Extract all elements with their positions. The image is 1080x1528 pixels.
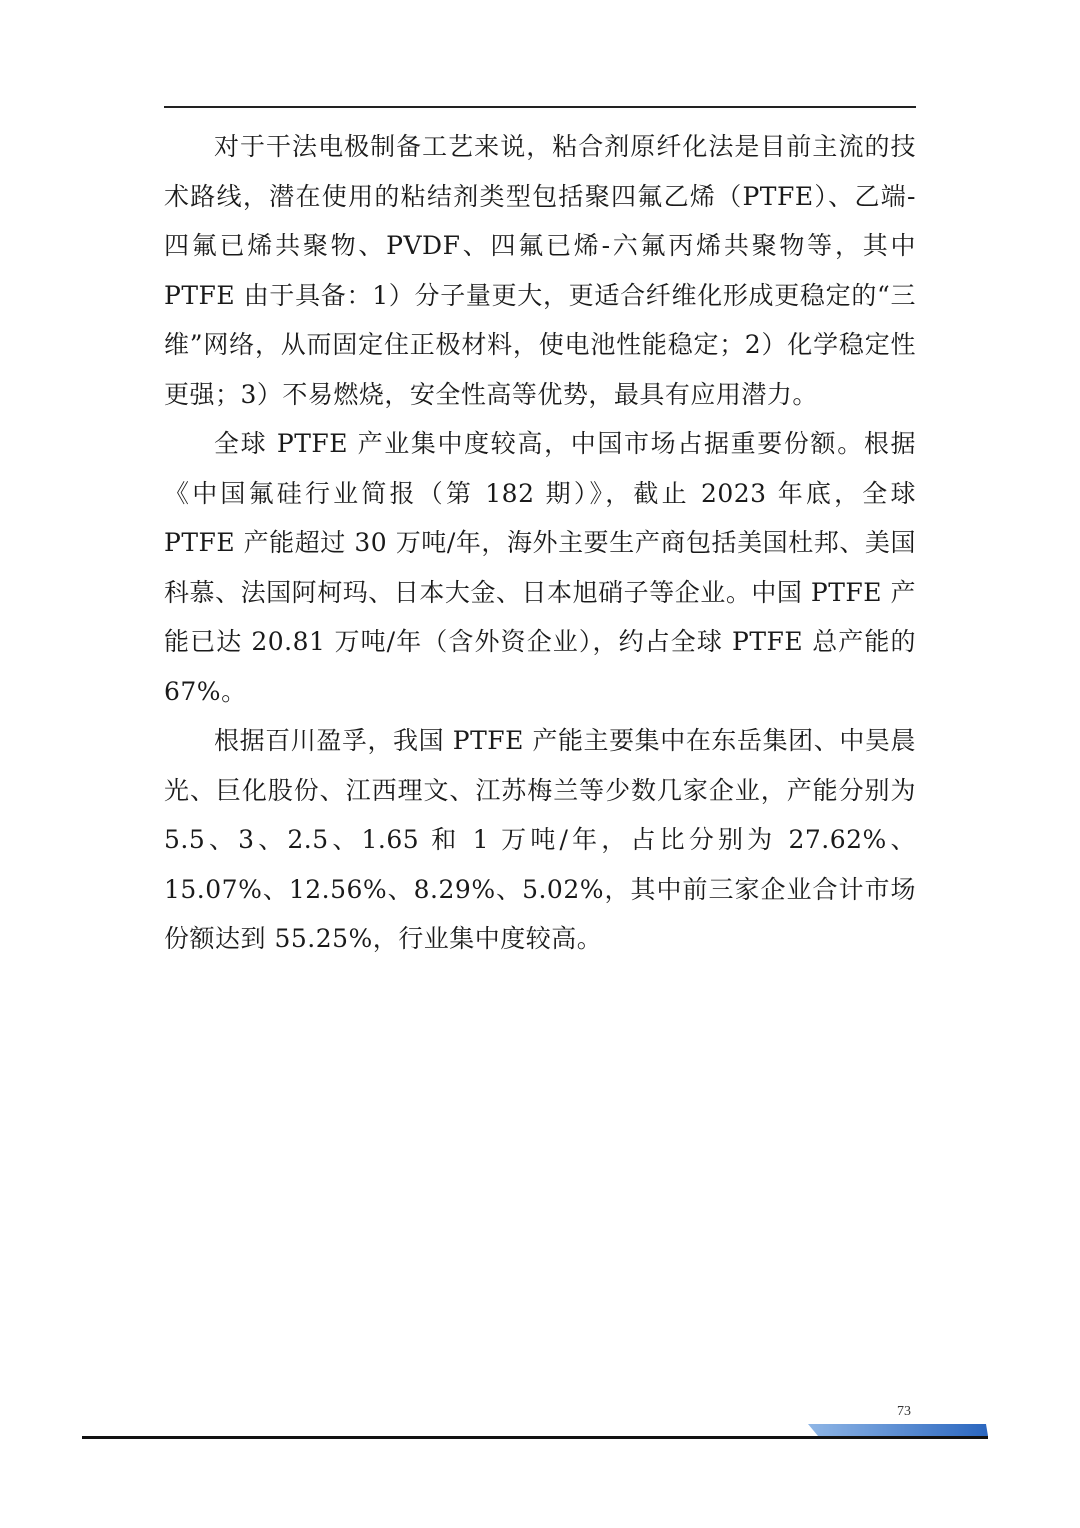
body-text (164, 122, 916, 964)
page-number: 73 (897, 1404, 911, 1419)
paragraph-global-ptfe: 全球 PTFE 产业集中度较高，中国市场占据重要份额。根据《中国氟硅行业简报（第 182 期）》，截止 2023 年底，全球 PTFE 产能超过 30 万吨/年，海外主要生产商包括美国杜邦、美国科慕、法国阿柯玛、日本大金、日本旭硝子等企业。中国 PTFE 产能已达 20.81 万吨/年（含外资企业），约占全球 PTFE 总产能的 67%。 (164, 429, 916, 706)
header-rule (164, 106, 916, 108)
footer-rule (82, 1436, 988, 1439)
paragraph-dry-electrode: 对于干法电极制备工艺来说，粘合剂原纤化法是目前主流的技术路线，潜在使用的粘结剂类型包括聚四氟乙烯（PTFE）、乙端-四氟已烯共聚物、PVDF、四氟已烯-六氟丙烯共聚物等，其中 PTFE 由于具备：1）分子量更大，更适合纤维化形成更稳定的“三维”网络，从而固定住正极材料，使电池性能稳定；2）化学稳定性更强；3）不易燃烧，安全性高等优势，最具有应用潜力。 (164, 132, 916, 409)
paragraph-china-capacity: 根据百川盈孚，我国 PTFE 产能主要集中在东岳集团、中昊晨光、巨化股份、江西理文、江苏梅兰等少数几家企业，产能分别为 5.5、3、2.5、1.65 和 1 万吨/年，占比分别为 27.62%、15.07%、12.56%、8.29%、5.02%，其中前三家企业合计市场份额达到 55.25%，行业集中度较高。 (164, 726, 916, 953)
